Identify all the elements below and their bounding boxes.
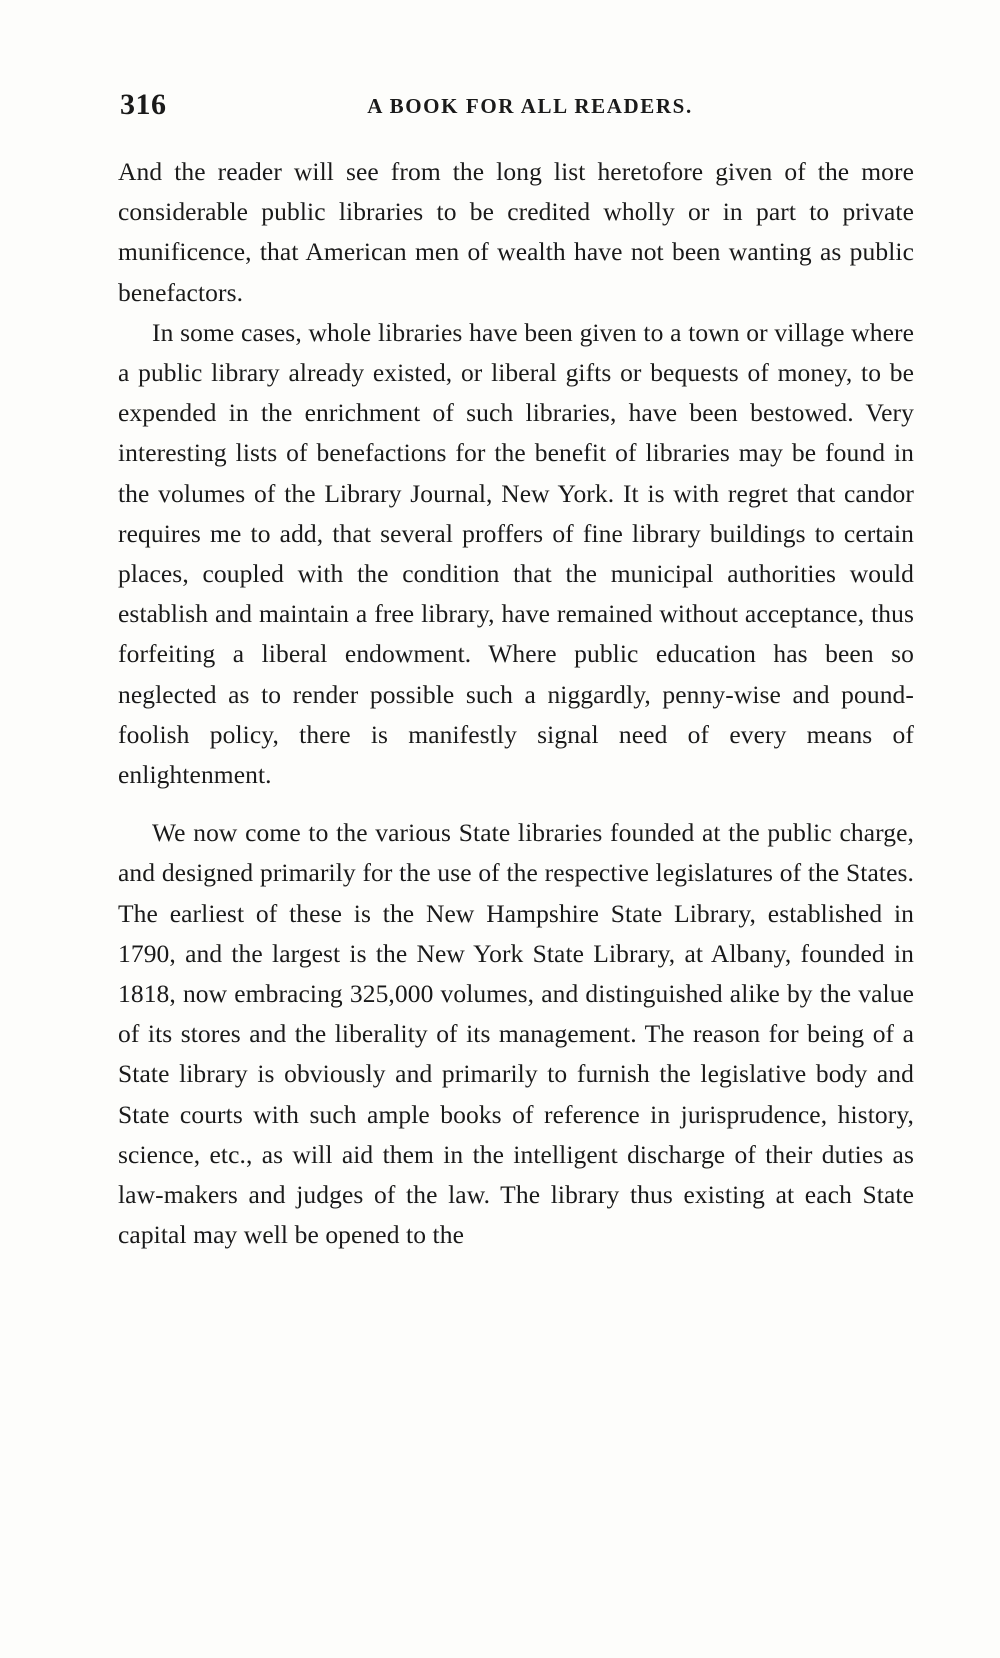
- page-header: [120, 88, 910, 122]
- paragraph-3: We now come to the various State libraries founded at the public charge, and designed primarily for the use of the respective legislatures of the States. The earliest of these is the New Hampshire State Library, established in 1790, and the largest is the New York State Library, at Albany, founded in 1818, now embracing 325,000 volumes, and distinguished alike by the value of its stores and the liberality of its management. The reason for being of a State library is obviously and primarily to furnish the legislative body and State courts with such ample books of reference in jurisprudence, history, science, etc., as will aid them in the intelligent discharge of their duties as law-makers and judges of the law. The library thus existing at each State capital may well be opened to the: [118, 818, 914, 1250]
- paragraph-1: And the reader will see from the long list heretofore given of the more considerable public libraries to be credited wholly or in part to private munificence, that American men of wealth have not been wanting as public benefactors.: [118, 157, 914, 307]
- paragraph-2: In some cases, whole libraries have been given to a town or village where a public library already existed, or liberal gifts or bequests of money, to be expended in the enrichment of such libraries, have been bestowed. Very interesting lists of benefactions for the benefit of libraries may be found in the volumes of the Library Journal, New York. It is with regret that candor requires me to add, that several proffers of fine library buildings to certain places, coupled with the condition that the municipal authorities would establish and maintain a free library, have remained without acceptance, thus forfeiting a liberal endowment. Where public education has been so neglected as to render possible such a niggardly, penny-wise and pound-foolish policy, there is manifestly signal need of every means of enlightenment.: [118, 317, 914, 790]
- running-head: A BOOK FOR ALL READERS.: [367, 94, 693, 118]
- page-number: 316: [120, 88, 167, 121]
- page-body: [118, 152, 914, 1255]
